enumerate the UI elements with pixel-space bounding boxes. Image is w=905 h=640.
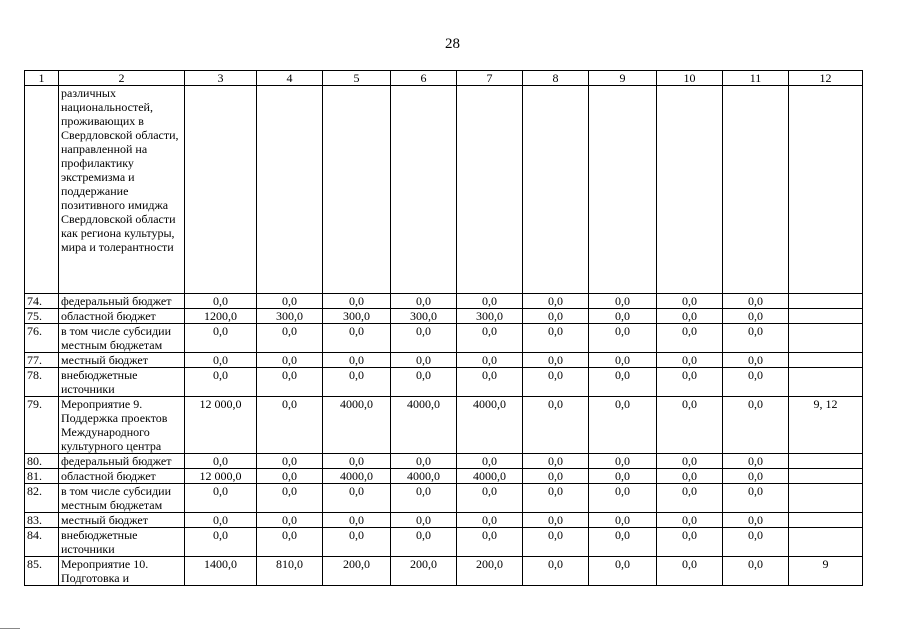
reference-cell bbox=[789, 454, 863, 469]
reference-cell bbox=[789, 294, 863, 309]
header-cell: 6 bbox=[391, 71, 457, 86]
row-number-cell: 81. bbox=[25, 469, 59, 484]
row-number-cell: 84. bbox=[25, 528, 59, 557]
row-number-cell: 75. bbox=[25, 309, 59, 324]
value-cell: 0,0 bbox=[257, 368, 323, 397]
value-cell: 0,0 bbox=[257, 469, 323, 484]
row-number-cell: 77. bbox=[25, 353, 59, 368]
table-row bbox=[25, 368, 863, 397]
value-cell: 0,0 bbox=[589, 294, 657, 309]
value-cell: 0,0 bbox=[391, 324, 457, 353]
value-cell: 0,0 bbox=[523, 353, 589, 368]
value-cell: 4000,0 bbox=[457, 397, 523, 454]
reference-cell bbox=[789, 513, 863, 528]
row-name-cell: областной бюджет bbox=[59, 309, 185, 324]
value-cell: 0,0 bbox=[391, 484, 457, 513]
value-cell: 0,0 bbox=[723, 469, 789, 484]
row-number-cell: 76. bbox=[25, 324, 59, 353]
reference-cell bbox=[789, 368, 863, 397]
value-cell: 0,0 bbox=[257, 397, 323, 454]
value-cell: 0,0 bbox=[723, 484, 789, 513]
value-cell: 0,0 bbox=[723, 353, 789, 368]
value-cell: 0,0 bbox=[523, 368, 589, 397]
value-cell: 200,0 bbox=[457, 557, 523, 586]
row-number-cell: 85. bbox=[25, 557, 59, 586]
row-number-cell: 79. bbox=[25, 397, 59, 454]
value-cell: 0,0 bbox=[589, 309, 657, 324]
row-name-cell: федеральный бюджет bbox=[59, 454, 185, 469]
value-cell: 4000,0 bbox=[391, 397, 457, 454]
value-cell: 0,0 bbox=[589, 469, 657, 484]
value-cell: 810,0 bbox=[257, 557, 323, 586]
value-cell: 0,0 bbox=[185, 454, 257, 469]
value-cell: 0,0 bbox=[391, 294, 457, 309]
value-cell: 0,0 bbox=[723, 557, 789, 586]
value-cell: 0,0 bbox=[657, 309, 723, 324]
value-cell: 0,0 bbox=[523, 469, 589, 484]
value-cell: 0,0 bbox=[657, 454, 723, 469]
row-number-cell bbox=[25, 86, 59, 294]
reference-cell bbox=[789, 324, 863, 353]
value-cell: 0,0 bbox=[523, 294, 589, 309]
value-cell: 4000,0 bbox=[323, 397, 391, 454]
table-row bbox=[25, 294, 863, 309]
value-cell: 0,0 bbox=[523, 324, 589, 353]
value-cell: 0,0 bbox=[657, 469, 723, 484]
value-cell: 0,0 bbox=[257, 513, 323, 528]
row-number-cell: 74. bbox=[25, 294, 59, 309]
value-cell: 0,0 bbox=[185, 324, 257, 353]
row-name-cell: Мероприятие 10. Подготовка и bbox=[59, 557, 185, 586]
value-cell: 0,0 bbox=[723, 324, 789, 353]
row-name-cell: Мероприятие 9. Поддержка проектов Международного культурного центра bbox=[59, 397, 185, 454]
row-name-cell: различных национальностей, проживающих в Свердловской области, направленной на профилактику экстремизма и поддержание позитивного имиджа Свердловской области как региона культуры, мира и толерантности bbox=[59, 86, 185, 294]
reference-cell bbox=[789, 484, 863, 513]
table-row bbox=[25, 454, 863, 469]
row-name-cell: местный бюджет bbox=[59, 513, 185, 528]
value-cell: 0,0 bbox=[523, 557, 589, 586]
value-cell: 0,0 bbox=[457, 294, 523, 309]
value-cell: 0,0 bbox=[257, 484, 323, 513]
value-cell: 12 000,0 bbox=[185, 397, 257, 454]
value-cell: 0,0 bbox=[657, 528, 723, 557]
table-row bbox=[25, 397, 863, 454]
reference-cell bbox=[789, 353, 863, 368]
value-cell: 0,0 bbox=[657, 368, 723, 397]
header-cell: 4 bbox=[257, 71, 323, 86]
header-cell: 10 bbox=[657, 71, 723, 86]
page-number: 28 bbox=[445, 36, 460, 52]
header-cell: 9 bbox=[589, 71, 657, 86]
value-cell: 0,0 bbox=[457, 324, 523, 353]
value-cell: 300,0 bbox=[457, 309, 523, 324]
header-cell: 5 bbox=[323, 71, 391, 86]
reference-cell bbox=[789, 309, 863, 324]
value-cell: 0,0 bbox=[457, 484, 523, 513]
value-cell: 0,0 bbox=[457, 454, 523, 469]
value-cell: 0,0 bbox=[185, 368, 257, 397]
value-cell: 0,0 bbox=[657, 324, 723, 353]
header-cell: 12 bbox=[789, 71, 863, 86]
value-cell: 0,0 bbox=[589, 324, 657, 353]
value-cell: 0,0 bbox=[185, 528, 257, 557]
value-cell: 0,0 bbox=[589, 484, 657, 513]
value-cell: 0,0 bbox=[657, 397, 723, 454]
value-cell: 1400,0 bbox=[185, 557, 257, 586]
value-cell: 0,0 bbox=[523, 309, 589, 324]
row-number-cell: 82. bbox=[25, 484, 59, 513]
value-cell: 0,0 bbox=[391, 454, 457, 469]
value-cell: 0,0 bbox=[589, 368, 657, 397]
value-cell: 0,0 bbox=[723, 528, 789, 557]
row-name-cell: федеральный бюджет bbox=[59, 294, 185, 309]
value-cell: 0,0 bbox=[657, 294, 723, 309]
value-cell: 0,0 bbox=[523, 454, 589, 469]
table-row bbox=[25, 469, 863, 484]
value-cell: 4000,0 bbox=[323, 469, 391, 484]
value-cell: 300,0 bbox=[257, 309, 323, 324]
value-cell: 0,0 bbox=[391, 368, 457, 397]
header-cell: 2 bbox=[59, 71, 185, 86]
value-cell: 0,0 bbox=[185, 513, 257, 528]
value-cell: 0,0 bbox=[257, 353, 323, 368]
value-cell: 0,0 bbox=[257, 528, 323, 557]
header-row bbox=[25, 71, 863, 86]
value-cell: 0,0 bbox=[323, 484, 391, 513]
row-number-cell: 83. bbox=[25, 513, 59, 528]
reference-cell bbox=[789, 469, 863, 484]
value-cell: 0,0 bbox=[457, 368, 523, 397]
value-cell: 0,0 bbox=[723, 309, 789, 324]
value-cell: 0,0 bbox=[523, 397, 589, 454]
value-cell: 0,0 bbox=[589, 397, 657, 454]
value-cell: 0,0 bbox=[257, 294, 323, 309]
value-cell: 0,0 bbox=[723, 454, 789, 469]
value-cell: 300,0 bbox=[323, 309, 391, 324]
header-cell: 7 bbox=[457, 71, 523, 86]
value-cell: 0,0 bbox=[391, 353, 457, 368]
table-row bbox=[25, 353, 863, 368]
value-cell: 0,0 bbox=[323, 294, 391, 309]
reference-cell: 9 bbox=[789, 557, 863, 586]
value-cell: 0,0 bbox=[391, 528, 457, 557]
table-row bbox=[25, 557, 863, 586]
value-cell: 200,0 bbox=[391, 557, 457, 586]
row-name-cell: внебюджетные источники bbox=[59, 368, 185, 397]
value-cell: 4000,0 bbox=[457, 469, 523, 484]
value-cell: 0,0 bbox=[185, 294, 257, 309]
value-cell: 0,0 bbox=[323, 528, 391, 557]
value-cell: 12 000,0 bbox=[185, 469, 257, 484]
value-cell: 0,0 bbox=[257, 454, 323, 469]
row-name-cell: внебюджетные источники bbox=[59, 528, 185, 557]
value-cell: 0,0 bbox=[523, 513, 589, 528]
row-name-cell: в том числе субсидии местным бюджетам bbox=[59, 324, 185, 353]
value-cell: 0,0 bbox=[391, 513, 457, 528]
table-row bbox=[25, 484, 863, 513]
value-cell: 0,0 bbox=[185, 353, 257, 368]
value-cell: 0,0 bbox=[657, 353, 723, 368]
edge-mark bbox=[0, 628, 20, 629]
budget-table bbox=[24, 70, 863, 586]
value-cell: 0,0 bbox=[723, 294, 789, 309]
value-cell: 0,0 bbox=[457, 513, 523, 528]
value-cell: 0,0 bbox=[723, 513, 789, 528]
row-name-cell: местный бюджет bbox=[59, 353, 185, 368]
value-cell: 0,0 bbox=[523, 484, 589, 513]
value-cell: 0,0 bbox=[523, 528, 589, 557]
value-cell: 0,0 bbox=[457, 353, 523, 368]
row-name-cell: в том числе субсидии местным бюджетам bbox=[59, 484, 185, 513]
header-cell: 3 bbox=[185, 71, 257, 86]
value-cell: 0,0 bbox=[323, 454, 391, 469]
value-cell: 0,0 bbox=[323, 324, 391, 353]
value-cell: 0,0 bbox=[657, 513, 723, 528]
value-cell: 0,0 bbox=[657, 557, 723, 586]
value-cell: 0,0 bbox=[457, 528, 523, 557]
header-cell: 1 bbox=[25, 71, 59, 86]
value-cell: 1200,0 bbox=[185, 309, 257, 324]
value-cell: 0,0 bbox=[657, 484, 723, 513]
table-row bbox=[25, 513, 863, 528]
value-cell: 200,0 bbox=[323, 557, 391, 586]
row-number-cell: 80. bbox=[25, 454, 59, 469]
value-cell: 4000,0 bbox=[391, 469, 457, 484]
value-cell: 0,0 bbox=[589, 557, 657, 586]
value-cell: 0,0 bbox=[589, 528, 657, 557]
header-cell: 8 bbox=[523, 71, 589, 86]
row-name-cell: областной бюджет bbox=[59, 469, 185, 484]
value-cell: 0,0 bbox=[589, 454, 657, 469]
value-cell: 0,0 bbox=[589, 513, 657, 528]
value-cell: 0,0 bbox=[723, 368, 789, 397]
table-row bbox=[25, 309, 863, 324]
header-cell: 11 bbox=[723, 71, 789, 86]
row-number-cell: 78. bbox=[25, 368, 59, 397]
continuation-row bbox=[25, 86, 863, 294]
value-cell: 0,0 bbox=[257, 324, 323, 353]
value-cell: 0,0 bbox=[589, 353, 657, 368]
value-cell: 300,0 bbox=[391, 309, 457, 324]
table-row bbox=[25, 528, 863, 557]
value-cell: 0,0 bbox=[323, 368, 391, 397]
value-cell: 0,0 bbox=[723, 397, 789, 454]
value-cell: 0,0 bbox=[185, 484, 257, 513]
reference-cell bbox=[789, 528, 863, 557]
reference-cell: 9, 12 bbox=[789, 397, 863, 454]
value-cell: 0,0 bbox=[323, 513, 391, 528]
value-cell: 0,0 bbox=[323, 353, 391, 368]
table-row bbox=[25, 324, 863, 353]
